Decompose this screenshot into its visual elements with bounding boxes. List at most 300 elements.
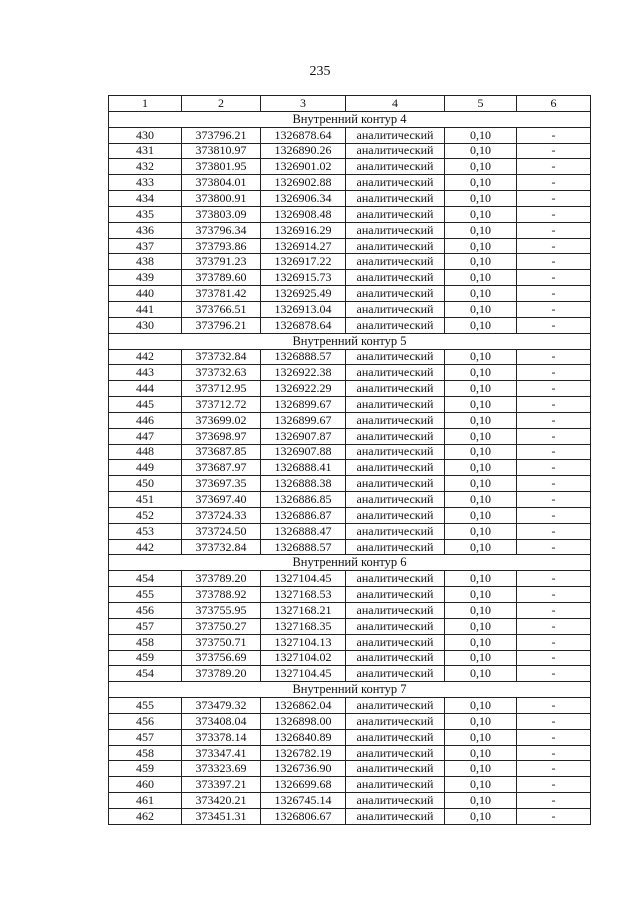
note-cell: - <box>517 523 591 539</box>
accuracy-cell: 0,10 <box>445 222 517 238</box>
method-cell: аналитический <box>346 191 445 207</box>
method-cell: аналитический <box>346 159 445 175</box>
accuracy-cell: 0,10 <box>445 444 517 460</box>
y-coordinate-cell: 1326917.22 <box>261 254 346 270</box>
accuracy-cell: 0,10 <box>445 618 517 634</box>
method-cell: аналитический <box>346 618 445 634</box>
y-coordinate-cell: 1326888.41 <box>261 460 346 476</box>
note-cell: - <box>517 175 591 191</box>
method-cell: аналитический <box>346 808 445 824</box>
y-coordinate-cell: 1326888.47 <box>261 523 346 539</box>
accuracy-cell: 0,10 <box>445 603 517 619</box>
point-number-cell: 454 <box>109 571 182 587</box>
note-cell: - <box>517 444 591 460</box>
point-number-cell: 448 <box>109 444 182 460</box>
accuracy-cell: 0,10 <box>445 666 517 682</box>
accuracy-cell: 0,10 <box>445 365 517 381</box>
x-coordinate-cell: 373687.97 <box>182 460 261 476</box>
section-row <box>109 333 591 349</box>
note-cell: - <box>517 365 591 381</box>
x-coordinate-cell: 373479.32 <box>182 698 261 714</box>
point-number-cell: 442 <box>109 539 182 555</box>
x-coordinate-cell: 373697.35 <box>182 476 261 492</box>
table-row <box>109 175 591 191</box>
method-cell: аналитический <box>346 698 445 714</box>
method-cell: аналитический <box>346 365 445 381</box>
section-row <box>109 555 591 571</box>
point-number-cell: 458 <box>109 745 182 761</box>
note-cell: - <box>517 191 591 207</box>
method-cell: аналитический <box>346 412 445 428</box>
note-cell: - <box>517 618 591 634</box>
x-coordinate-cell: 373732.63 <box>182 365 261 381</box>
method-cell: аналитический <box>346 444 445 460</box>
header-cell: 5 <box>445 96 517 112</box>
method-cell: аналитический <box>346 650 445 666</box>
method-cell: аналитический <box>346 206 445 222</box>
accuracy-cell: 0,10 <box>445 476 517 492</box>
accuracy-cell: 0,10 <box>445 206 517 222</box>
y-coordinate-cell: 1326878.64 <box>261 127 346 143</box>
point-number-cell: 451 <box>109 492 182 508</box>
point-number-cell: 431 <box>109 143 182 159</box>
table-row <box>109 238 591 254</box>
method-cell: аналитический <box>346 175 445 191</box>
table-row <box>109 286 591 302</box>
x-coordinate-cell: 373801.95 <box>182 159 261 175</box>
point-number-cell: 437 <box>109 238 182 254</box>
accuracy-cell: 0,10 <box>445 159 517 175</box>
section-title: Внутренний контур 6 <box>109 555 591 571</box>
method-cell: аналитический <box>346 777 445 793</box>
point-number-cell: 462 <box>109 808 182 824</box>
method-cell: аналитический <box>346 286 445 302</box>
point-number-cell: 456 <box>109 713 182 729</box>
table-row <box>109 808 591 824</box>
x-coordinate-cell: 373755.95 <box>182 603 261 619</box>
point-number-cell: 459 <box>109 761 182 777</box>
point-number-cell: 455 <box>109 698 182 714</box>
accuracy-cell: 0,10 <box>445 745 517 761</box>
method-cell: аналитический <box>346 761 445 777</box>
method-cell: аналитический <box>346 603 445 619</box>
table-row <box>109 349 591 365</box>
note-cell: - <box>517 381 591 397</box>
x-coordinate-cell: 373732.84 <box>182 539 261 555</box>
x-coordinate-cell: 373712.95 <box>182 381 261 397</box>
method-cell: аналитический <box>346 492 445 508</box>
note-cell: - <box>517 713 591 729</box>
table-row <box>109 666 591 682</box>
table-row <box>109 254 591 270</box>
x-coordinate-cell: 373698.97 <box>182 428 261 444</box>
method-cell: аналитический <box>346 349 445 365</box>
accuracy-cell: 0,10 <box>445 238 517 254</box>
point-number-cell: 442 <box>109 349 182 365</box>
table-row <box>109 539 591 555</box>
note-cell: - <box>517 317 591 333</box>
method-cell: аналитический <box>346 523 445 539</box>
x-coordinate-cell: 373796.21 <box>182 317 261 333</box>
x-coordinate-cell: 373699.02 <box>182 412 261 428</box>
table-row <box>109 397 591 413</box>
method-cell: аналитический <box>346 539 445 555</box>
x-coordinate-cell: 373788.92 <box>182 587 261 603</box>
point-number-cell: 457 <box>109 729 182 745</box>
y-coordinate-cell: 1326907.87 <box>261 428 346 444</box>
accuracy-cell: 0,10 <box>445 301 517 317</box>
note-cell: - <box>517 301 591 317</box>
x-coordinate-cell: 373712.72 <box>182 397 261 413</box>
header-row <box>109 96 591 112</box>
x-coordinate-cell: 373378.14 <box>182 729 261 745</box>
point-number-cell: 435 <box>109 206 182 222</box>
x-coordinate-cell: 373420.21 <box>182 793 261 809</box>
accuracy-cell: 0,10 <box>445 270 517 286</box>
note-cell: - <box>517 587 591 603</box>
x-coordinate-cell: 373323.69 <box>182 761 261 777</box>
accuracy-cell: 0,10 <box>445 349 517 365</box>
note-cell: - <box>517 666 591 682</box>
accuracy-cell: 0,10 <box>445 191 517 207</box>
table-row <box>109 412 591 428</box>
note-cell: - <box>517 349 591 365</box>
note-cell: - <box>517 286 591 302</box>
point-number-cell: 450 <box>109 476 182 492</box>
note-cell: - <box>517 159 591 175</box>
note-cell: - <box>517 650 591 666</box>
accuracy-cell: 0,10 <box>445 127 517 143</box>
note-cell: - <box>517 777 591 793</box>
point-number-cell: 453 <box>109 523 182 539</box>
point-number-cell: 441 <box>109 301 182 317</box>
y-coordinate-cell: 1326886.85 <box>261 492 346 508</box>
method-cell: аналитический <box>346 713 445 729</box>
method-cell: аналитический <box>346 397 445 413</box>
table-row <box>109 159 591 175</box>
point-number-cell: 439 <box>109 270 182 286</box>
table-row <box>109 793 591 809</box>
note-cell: - <box>517 808 591 824</box>
method-cell: аналитический <box>346 507 445 523</box>
point-number-cell: 436 <box>109 222 182 238</box>
table-row <box>109 381 591 397</box>
method-cell: аналитический <box>346 571 445 587</box>
table-row <box>109 777 591 793</box>
y-coordinate-cell: 1327104.45 <box>261 666 346 682</box>
method-cell: аналитический <box>346 428 445 444</box>
y-coordinate-cell: 1326914.27 <box>261 238 346 254</box>
note-cell: - <box>517 127 591 143</box>
table-row <box>109 206 591 222</box>
x-coordinate-cell: 373408.04 <box>182 713 261 729</box>
note-cell: - <box>517 428 591 444</box>
note-cell: - <box>517 729 591 745</box>
method-cell: аналитический <box>346 317 445 333</box>
table-row <box>109 523 591 539</box>
accuracy-cell: 0,10 <box>445 793 517 809</box>
table-row <box>109 444 591 460</box>
header-cell: 2 <box>182 96 261 112</box>
section-title: Внутренний контур 4 <box>109 111 591 127</box>
point-number-cell: 432 <box>109 159 182 175</box>
note-cell: - <box>517 698 591 714</box>
section-title: Внутренний контур 5 <box>109 333 591 349</box>
method-cell: аналитический <box>346 143 445 159</box>
y-coordinate-cell: 1326913.04 <box>261 301 346 317</box>
point-number-cell: 430 <box>109 127 182 143</box>
point-number-cell: 444 <box>109 381 182 397</box>
accuracy-cell: 0,10 <box>445 539 517 555</box>
accuracy-cell: 0,10 <box>445 254 517 270</box>
y-coordinate-cell: 1326782.19 <box>261 745 346 761</box>
note-cell: - <box>517 254 591 270</box>
method-cell: аналитический <box>346 745 445 761</box>
y-coordinate-cell: 1327104.02 <box>261 650 346 666</box>
table-row <box>109 761 591 777</box>
note-cell: - <box>517 634 591 650</box>
y-coordinate-cell: 1326898.00 <box>261 713 346 729</box>
x-coordinate-cell: 373800.91 <box>182 191 261 207</box>
point-number-cell: 434 <box>109 191 182 207</box>
point-number-cell: 445 <box>109 397 182 413</box>
note-cell: - <box>517 412 591 428</box>
note-cell: - <box>517 238 591 254</box>
table-row <box>109 507 591 523</box>
x-coordinate-cell: 373397.21 <box>182 777 261 793</box>
note-cell: - <box>517 492 591 508</box>
table-row <box>109 365 591 381</box>
table-row <box>109 222 591 238</box>
accuracy-cell: 0,10 <box>445 397 517 413</box>
table-row <box>109 650 591 666</box>
table-row <box>109 587 591 603</box>
accuracy-cell: 0,10 <box>445 286 517 302</box>
y-coordinate-cell: 1326916.29 <box>261 222 346 238</box>
table-row <box>109 127 591 143</box>
accuracy-cell: 0,10 <box>445 492 517 508</box>
point-number-cell: 452 <box>109 507 182 523</box>
point-number-cell: 440 <box>109 286 182 302</box>
table-row <box>109 745 591 761</box>
note-cell: - <box>517 270 591 286</box>
table-row <box>109 460 591 476</box>
table-row <box>109 476 591 492</box>
x-coordinate-cell: 373724.50 <box>182 523 261 539</box>
x-coordinate-cell: 373756.69 <box>182 650 261 666</box>
accuracy-cell: 0,10 <box>445 571 517 587</box>
method-cell: аналитический <box>346 238 445 254</box>
coordinates-table <box>108 95 591 825</box>
point-number-cell: 449 <box>109 460 182 476</box>
note-cell: - <box>517 539 591 555</box>
table-row <box>109 317 591 333</box>
table-row <box>109 634 591 650</box>
accuracy-cell: 0,10 <box>445 729 517 745</box>
table-row <box>109 270 591 286</box>
note-cell: - <box>517 206 591 222</box>
x-coordinate-cell: 373789.60 <box>182 270 261 286</box>
y-coordinate-cell: 1326736.90 <box>261 761 346 777</box>
note-cell: - <box>517 476 591 492</box>
accuracy-cell: 0,10 <box>445 412 517 428</box>
y-coordinate-cell: 1327168.21 <box>261 603 346 619</box>
point-number-cell: 430 <box>109 317 182 333</box>
method-cell: аналитический <box>346 381 445 397</box>
x-coordinate-cell: 373724.33 <box>182 507 261 523</box>
table-row <box>109 301 591 317</box>
x-coordinate-cell: 373781.42 <box>182 286 261 302</box>
table-row <box>109 618 591 634</box>
method-cell: аналитический <box>346 254 445 270</box>
accuracy-cell: 0,10 <box>445 761 517 777</box>
accuracy-cell: 0,10 <box>445 460 517 476</box>
x-coordinate-cell: 373804.01 <box>182 175 261 191</box>
x-coordinate-cell: 373750.27 <box>182 618 261 634</box>
point-number-cell: 459 <box>109 650 182 666</box>
table-row <box>109 729 591 745</box>
note-cell: - <box>517 222 591 238</box>
header-cell: 4 <box>346 96 445 112</box>
note-cell: - <box>517 507 591 523</box>
x-coordinate-cell: 373793.86 <box>182 238 261 254</box>
method-cell: аналитический <box>346 634 445 650</box>
accuracy-cell: 0,10 <box>445 428 517 444</box>
method-cell: аналитический <box>346 729 445 745</box>
y-coordinate-cell: 1326902.88 <box>261 175 346 191</box>
x-coordinate-cell: 373347.41 <box>182 745 261 761</box>
table-row <box>109 713 591 729</box>
method-cell: аналитический <box>346 127 445 143</box>
y-coordinate-cell: 1327104.45 <box>261 571 346 587</box>
y-coordinate-cell: 1326908.48 <box>261 206 346 222</box>
method-cell: аналитический <box>346 222 445 238</box>
y-coordinate-cell: 1326878.64 <box>261 317 346 333</box>
accuracy-cell: 0,10 <box>445 587 517 603</box>
method-cell: аналитический <box>346 476 445 492</box>
point-number-cell: 447 <box>109 428 182 444</box>
y-coordinate-cell: 1326915.73 <box>261 270 346 286</box>
point-number-cell: 457 <box>109 618 182 634</box>
x-coordinate-cell: 373789.20 <box>182 571 261 587</box>
x-coordinate-cell: 373732.84 <box>182 349 261 365</box>
x-coordinate-cell: 373796.21 <box>182 127 261 143</box>
x-coordinate-cell: 373791.23 <box>182 254 261 270</box>
y-coordinate-cell: 1326862.04 <box>261 698 346 714</box>
y-coordinate-cell: 1326901.02 <box>261 159 346 175</box>
point-number-cell: 433 <box>109 175 182 191</box>
section-row <box>109 682 591 698</box>
x-coordinate-cell: 373803.09 <box>182 206 261 222</box>
y-coordinate-cell: 1326886.87 <box>261 507 346 523</box>
accuracy-cell: 0,10 <box>445 808 517 824</box>
x-coordinate-cell: 373697.40 <box>182 492 261 508</box>
point-number-cell: 446 <box>109 412 182 428</box>
point-number-cell: 460 <box>109 777 182 793</box>
accuracy-cell: 0,10 <box>445 175 517 191</box>
accuracy-cell: 0,10 <box>445 143 517 159</box>
y-coordinate-cell: 1326907.88 <box>261 444 346 460</box>
note-cell: - <box>517 460 591 476</box>
y-coordinate-cell: 1326745.14 <box>261 793 346 809</box>
accuracy-cell: 0,10 <box>445 317 517 333</box>
section-title: Внутренний контур 7 <box>109 682 591 698</box>
accuracy-cell: 0,10 <box>445 523 517 539</box>
method-cell: аналитический <box>346 270 445 286</box>
y-coordinate-cell: 1326906.34 <box>261 191 346 207</box>
accuracy-cell: 0,10 <box>445 650 517 666</box>
method-cell: аналитический <box>346 793 445 809</box>
x-coordinate-cell: 373766.51 <box>182 301 261 317</box>
table-row <box>109 603 591 619</box>
table-row <box>109 698 591 714</box>
point-number-cell: 456 <box>109 603 182 619</box>
accuracy-cell: 0,10 <box>445 507 517 523</box>
header-cell: 6 <box>517 96 591 112</box>
y-coordinate-cell: 1326806.67 <box>261 808 346 824</box>
note-cell: - <box>517 603 591 619</box>
section-row <box>109 111 591 127</box>
y-coordinate-cell: 1326699.68 <box>261 777 346 793</box>
point-number-cell: 461 <box>109 793 182 809</box>
point-number-cell: 443 <box>109 365 182 381</box>
y-coordinate-cell: 1326840.89 <box>261 729 346 745</box>
y-coordinate-cell: 1326888.57 <box>261 349 346 365</box>
point-number-cell: 455 <box>109 587 182 603</box>
x-coordinate-cell: 373810.97 <box>182 143 261 159</box>
note-cell: - <box>517 397 591 413</box>
method-cell: аналитический <box>346 460 445 476</box>
y-coordinate-cell: 1327104.13 <box>261 634 346 650</box>
x-coordinate-cell: 373789.20 <box>182 666 261 682</box>
coordinates-table-body <box>109 96 591 825</box>
table-row <box>109 428 591 444</box>
y-coordinate-cell: 1327168.53 <box>261 587 346 603</box>
table-row <box>109 143 591 159</box>
x-coordinate-cell: 373687.85 <box>182 444 261 460</box>
table-row <box>109 571 591 587</box>
note-cell: - <box>517 761 591 777</box>
page-number: 235 <box>309 64 331 79</box>
table-row <box>109 191 591 207</box>
accuracy-cell: 0,10 <box>445 698 517 714</box>
accuracy-cell: 0,10 <box>445 777 517 793</box>
x-coordinate-cell: 373796.34 <box>182 222 261 238</box>
header-cell: 1 <box>109 96 182 112</box>
y-coordinate-cell: 1326899.67 <box>261 412 346 428</box>
accuracy-cell: 0,10 <box>445 713 517 729</box>
y-coordinate-cell: 1326922.29 <box>261 381 346 397</box>
table-row <box>109 492 591 508</box>
x-coordinate-cell: 373451.31 <box>182 808 261 824</box>
y-coordinate-cell: 1326925.49 <box>261 286 346 302</box>
point-number-cell: 438 <box>109 254 182 270</box>
note-cell: - <box>517 793 591 809</box>
y-coordinate-cell: 1326888.38 <box>261 476 346 492</box>
note-cell: - <box>517 745 591 761</box>
method-cell: аналитический <box>346 587 445 603</box>
accuracy-cell: 0,10 <box>445 634 517 650</box>
x-coordinate-cell: 373750.71 <box>182 634 261 650</box>
method-cell: аналитический <box>346 301 445 317</box>
y-coordinate-cell: 1326890.26 <box>261 143 346 159</box>
point-number-cell: 454 <box>109 666 182 682</box>
y-coordinate-cell: 1327168.35 <box>261 618 346 634</box>
y-coordinate-cell: 1326899.67 <box>261 397 346 413</box>
note-cell: - <box>517 143 591 159</box>
header-cell: 3 <box>261 96 346 112</box>
y-coordinate-cell: 1326888.57 <box>261 539 346 555</box>
